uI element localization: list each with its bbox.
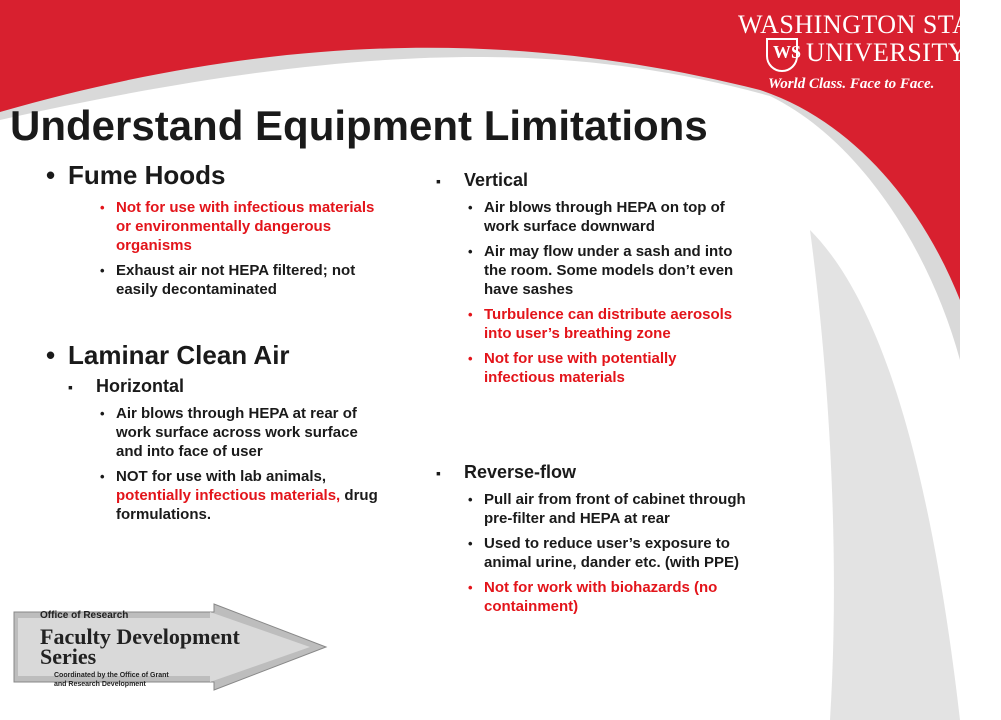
square-bullet-icon: ▪: [68, 379, 73, 395]
fd-line5: and Research Development: [54, 681, 146, 688]
reverse-flow-list: [484, 490, 754, 622]
list-item: • Air may flow under a sash and into the room. Some models don’t even have sashes: [484, 242, 746, 299]
list-item: • NOT for use with lab animals, potentially infectious materials, drug formulations.: [116, 467, 381, 524]
fume-hoods-list: [116, 198, 381, 305]
square-bullet-icon: ▪: [436, 465, 441, 481]
list-item: • Not for use with potentially infectious materials: [484, 349, 746, 387]
university-name-line1: WASHINGTON STATE: [738, 10, 1001, 39]
faculty-development-logo: [14, 604, 326, 690]
vertical-heading: ▪ Vertical: [436, 170, 529, 190]
horizontal-list: [116, 404, 381, 530]
list-item: • Air blows through HEPA on top of work surface downward: [484, 198, 746, 236]
list-item: • Used to reduce user’s exposure to animal urine, dander etc. (with PPE): [484, 534, 754, 572]
slide-title: Understand Equipment Limitations: [10, 102, 708, 149]
vertical-list: [484, 198, 746, 393]
university-tagline: World Class. Face to Face.: [768, 76, 935, 92]
fd-line1: Office of Research: [40, 610, 129, 621]
fume-hoods-heading: • Fume Hoods: [46, 160, 226, 190]
wsu-logo: [738, 10, 1001, 100]
horizontal-heading: ▪ Horizontal: [68, 376, 184, 396]
fd-line4: Coordinated by the Office of Grant: [54, 672, 169, 679]
bullet-icon: •: [46, 160, 56, 190]
fd-line2: Faculty Development: [40, 624, 240, 649]
shield-icon: WS: [766, 38, 798, 72]
university-name-line2: UNIVERSITY: [806, 38, 967, 67]
list-item: • Exhaust air not HEPA filtered; not easily decontaminated: [116, 261, 381, 299]
square-bullet-icon: ▪: [436, 173, 441, 189]
list-item: • Turbulence can distribute aerosols into user’s breathing zone: [484, 305, 746, 343]
laminar-heading: • Laminar Clean Air: [46, 340, 290, 370]
list-item: • Air blows through HEPA at rear of work surface across work surface and into face of user: [116, 404, 381, 461]
list-item: • Pull air from front of cabinet through pre-filter and HEPA at rear: [484, 490, 754, 528]
reverse-flow-heading: ▪ Reverse-flow: [436, 462, 577, 482]
list-item: • Not for use with infectious materials or environmentally dangerous organisms: [116, 198, 381, 255]
fd-line3: Series: [40, 644, 97, 669]
list-item: • Not for work with biohazards (no containment): [484, 578, 754, 616]
bullet-icon: •: [46, 340, 56, 370]
